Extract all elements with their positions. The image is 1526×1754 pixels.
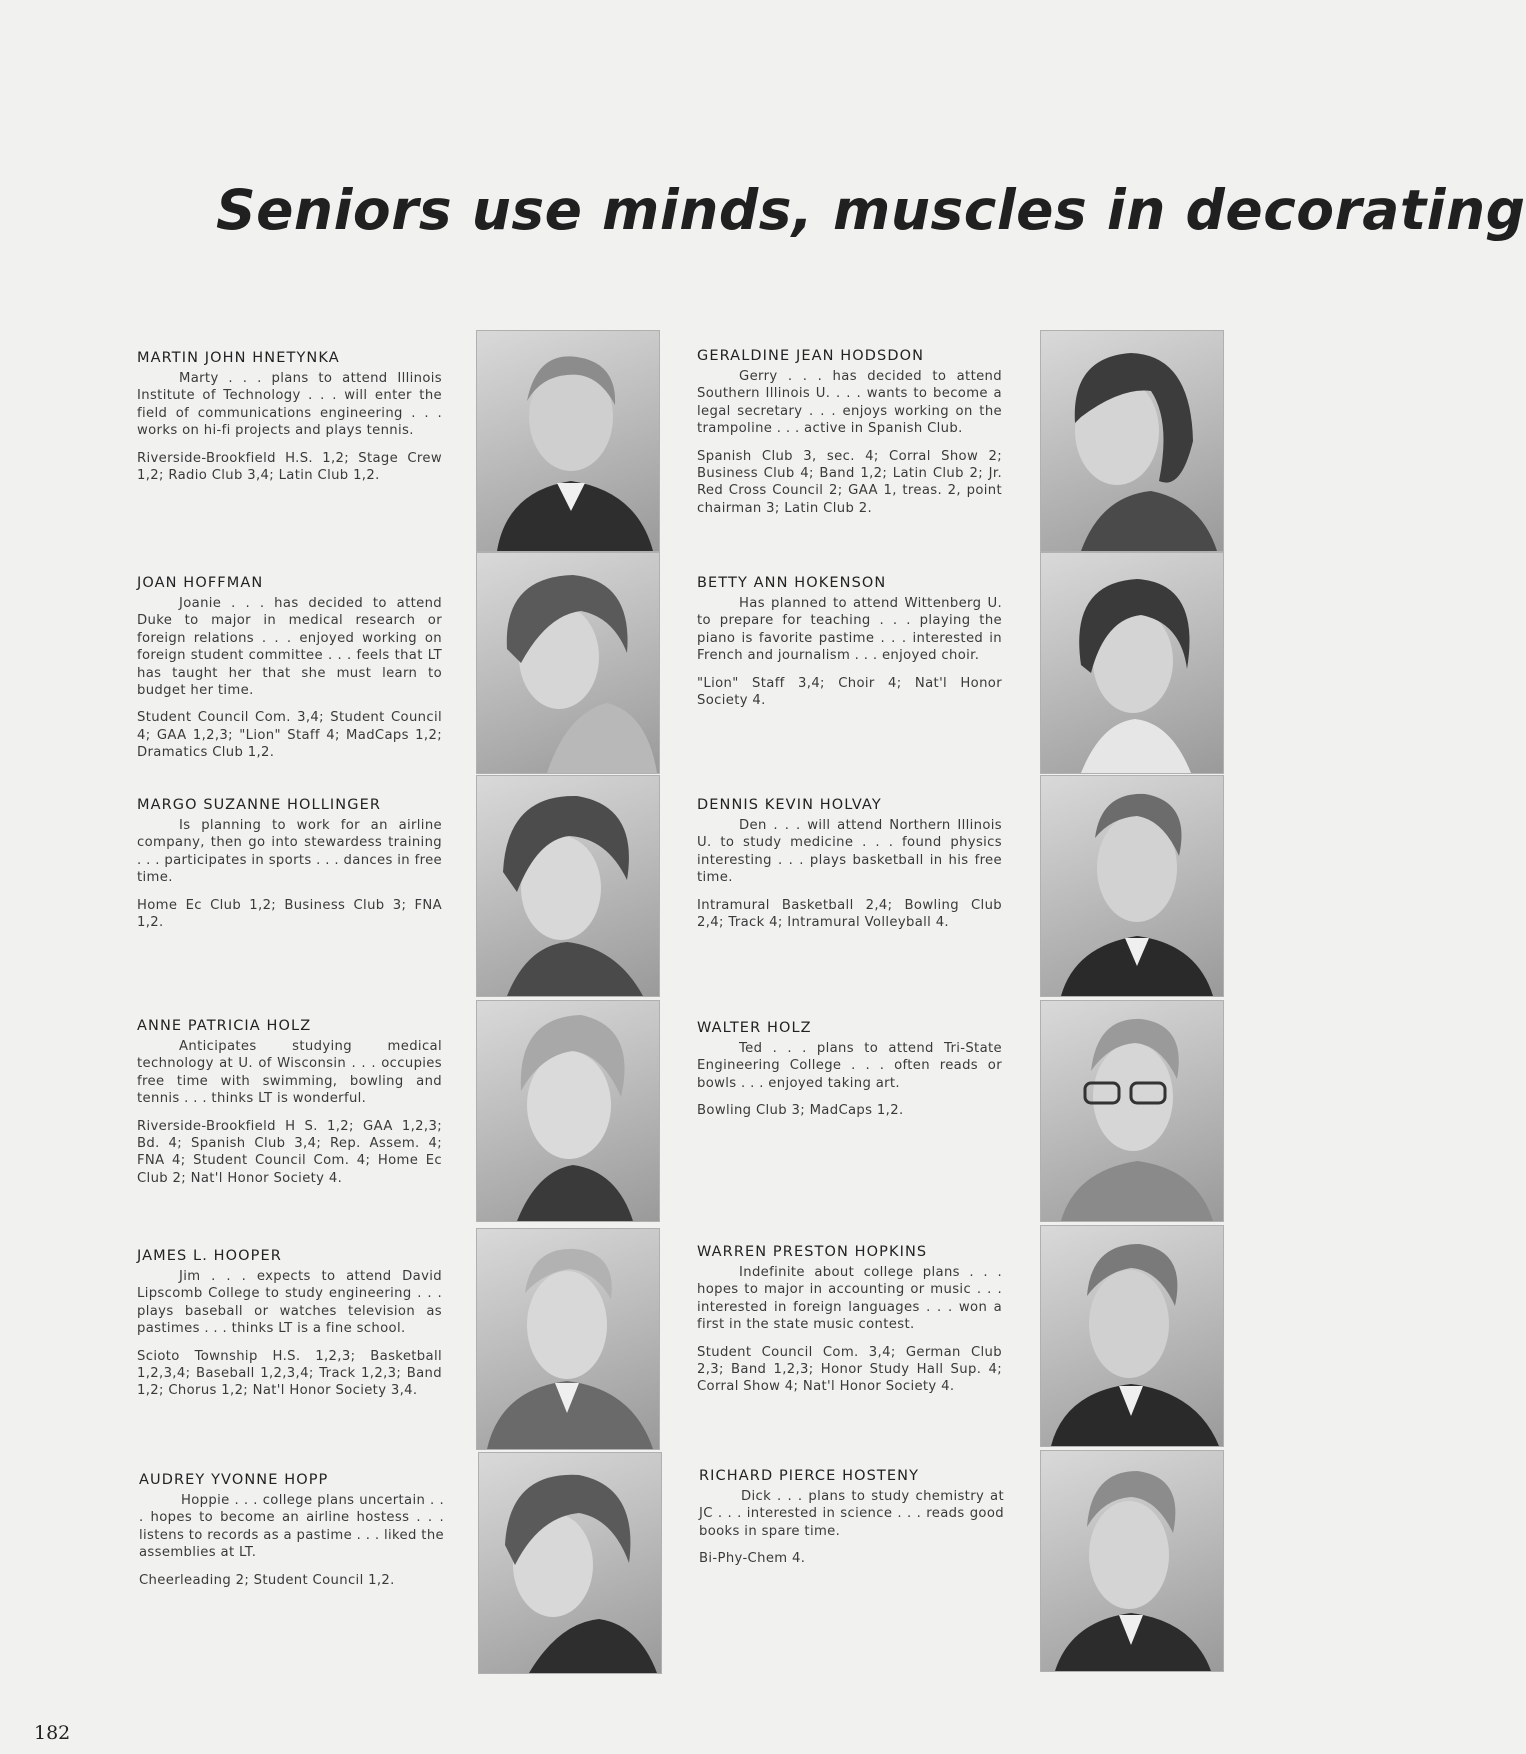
senior-portrait bbox=[1040, 775, 1224, 997]
senior-bio: Jim . . . expects to attend David Lipscomb College to study engineering . . . plays baseball or watches television as pastimes . . . thinks LT is a fine school. bbox=[137, 1269, 442, 1337]
senior-activities: Student Council Com. 3,4; Student Council 4; GAA 1,2,3; "Lion" Staff 4; MadCaps 1,2; Dramatics Club 1,2. bbox=[137, 710, 442, 761]
senior-entry bbox=[137, 797, 442, 931]
senior-activities: Home Ec Club 1,2; Business Club 3; FNA 1,2. bbox=[137, 897, 442, 931]
senior-bio: Joanie . . . has decided to attend Duke to major in medical research or foreign relations . . . enjoyed working on foreign student committee . . . feels that LT has taught her that she must learn to budget her time. bbox=[137, 596, 442, 699]
senior-entry bbox=[137, 1018, 442, 1187]
senior-portrait bbox=[1040, 1450, 1224, 1672]
senior-portrait bbox=[476, 1000, 660, 1222]
senior-portrait bbox=[476, 1228, 660, 1450]
senior-bio: Indefinite about college plans . . . hopes to major in accounting or music . . . interested in foreign languages . . . won a first in the state music contest. bbox=[697, 1265, 1002, 1333]
senior-portrait bbox=[476, 552, 660, 774]
senior-activities: Bi-Phy-Chem 4. bbox=[699, 1551, 806, 1567]
senior-portrait bbox=[476, 330, 660, 552]
senior-bio: Den . . . will attend Northern Illinois U. to study medicine . . . found physics interesting . . . plays basketball in his free time. bbox=[697, 818, 1002, 886]
senior-portrait bbox=[478, 1452, 662, 1674]
senior-activities: Cheerleading 2; Student Council 1,2. bbox=[139, 1572, 395, 1588]
senior-bio: Marty . . . plans to attend Illinois Institute of Technology . . . will enter the field of communications engineering . . . works on hi-fi projects and plays tennis. bbox=[137, 371, 442, 439]
senior-name: BETTY ANN HOKENSON bbox=[697, 575, 887, 591]
senior-name: WALTER HOLZ bbox=[697, 1020, 812, 1036]
senior-activities: Bowling Club 3; MadCaps 1,2. bbox=[697, 1103, 904, 1119]
senior-activities: Riverside-Brookfield H.S. 1,2; Stage Crew 1,2; Radio Club 3,4; Latin Club 1,2. bbox=[137, 450, 442, 484]
senior-entry bbox=[697, 575, 1002, 709]
senior-bio: Has planned to attend Wittenberg U. to prepare for teaching . . . playing the piano is favorite pastime . . . interested in French and journalism . . . enjoyed choir. bbox=[697, 596, 1002, 664]
senior-activities: Intramural Basketball 2,4; Bowling Club 2,4; Track 4; Intramural Volleyball 4. bbox=[697, 897, 1002, 931]
senior-entry bbox=[139, 1472, 444, 1589]
senior-bio: Dick . . . plans to study chemistry at JC . . . interested in science . . . reads good books in spare time. bbox=[699, 1489, 1004, 1539]
senior-entry bbox=[697, 1244, 1002, 1396]
senior-entry bbox=[699, 1468, 1004, 1568]
senior-entry bbox=[137, 1248, 442, 1400]
senior-bio: Ted . . . plans to attend Tri-State Engineering College . . . often reads or bowls . . . enjoyed taking art. bbox=[697, 1041, 1002, 1091]
senior-name: MARGO SUZANNE HOLLINGER bbox=[137, 797, 382, 813]
senior-activities: Scioto Township H.S. 1,2,3; Basketball 1,2,3,4; Baseball 1,2,3,4; Track 1,2,3; Band 1,2; Chorus 1,2; Nat'l Honor Society 3,4. bbox=[137, 1348, 442, 1399]
senior-bio: Gerry . . . has decided to attend Southern Illinois U. . . . wants to become a legal secretary . . . enjoys working on the trampoline . . . active in Spanish Club. bbox=[697, 369, 1002, 437]
senior-entry bbox=[137, 350, 442, 484]
senior-bio: Anticipates studying medical technology at U. of Wisconsin . . . occupies free time with swimming, bowling and tennis . . . thinks LT is wonderful. bbox=[137, 1039, 442, 1107]
senior-entry bbox=[697, 348, 1002, 517]
senior-name: WARREN PRESTON HOPKINS bbox=[697, 1244, 928, 1260]
page-title: Seniors use minds, muscles in decorating bbox=[216, 178, 1526, 242]
senior-portrait bbox=[476, 775, 660, 997]
senior-name: JAMES L. HOOPER bbox=[137, 1248, 282, 1264]
senior-entry bbox=[697, 797, 1002, 931]
senior-activities: Student Council Com. 3,4; German Club 2,3; Band 1,2,3; Honor Study Hall Sup. 4; Corral Show 4; Nat'l Honor Society 4. bbox=[697, 1344, 1002, 1395]
senior-name: JOAN HOFFMAN bbox=[137, 575, 264, 591]
senior-name: DENNIS KEVIN HOLVAY bbox=[697, 797, 882, 813]
senior-portrait bbox=[1040, 1225, 1224, 1447]
senior-portrait bbox=[1040, 552, 1224, 774]
senior-portrait bbox=[1040, 1000, 1224, 1222]
senior-activities: "Lion" Staff 3,4; Choir 4; Nat'l Honor Society 4. bbox=[697, 675, 1002, 709]
senior-entry bbox=[697, 1020, 1002, 1120]
senior-bio: Hoppie . . . college plans uncertain . . . hopes to become an airline hostess . . . listens to records as a pastime . . . liked the assemblies at LT. bbox=[139, 1493, 444, 1561]
senior-name: AUDREY YVONNE HOPP bbox=[139, 1472, 329, 1488]
senior-entry bbox=[137, 575, 442, 762]
senior-portrait bbox=[1040, 330, 1224, 552]
page-number: 182 bbox=[34, 1722, 71, 1744]
senior-name: GERALDINE JEAN HODSDON bbox=[697, 348, 925, 364]
senior-name: ANNE PATRICIA HOLZ bbox=[137, 1018, 312, 1034]
senior-name: MARTIN JOHN HNETYNKA bbox=[137, 350, 340, 366]
senior-activities: Riverside-Brookfield H S. 1,2; GAA 1,2,3; Bd. 4; Spanish Club 3,4; Rep. Assem. 4; FNA 4; Student Council Com. 4; Home Ec Club 2; Nat'l Honor Society 4. bbox=[137, 1118, 442, 1186]
senior-activities: Spanish Club 3, sec. 4; Corral Show 2; Business Club 4; Band 1,2; Latin Club 2; Jr. Red Cross Council 2; GAA 1, treas. 2, point chairman 3; Latin Club 2. bbox=[697, 448, 1002, 516]
senior-name: RICHARD PIERCE HOSTENY bbox=[699, 1468, 920, 1484]
senior-bio: Is planning to work for an airline company, then go into stewardess training . . . participates in sports . . . dances in free time. bbox=[137, 818, 442, 886]
